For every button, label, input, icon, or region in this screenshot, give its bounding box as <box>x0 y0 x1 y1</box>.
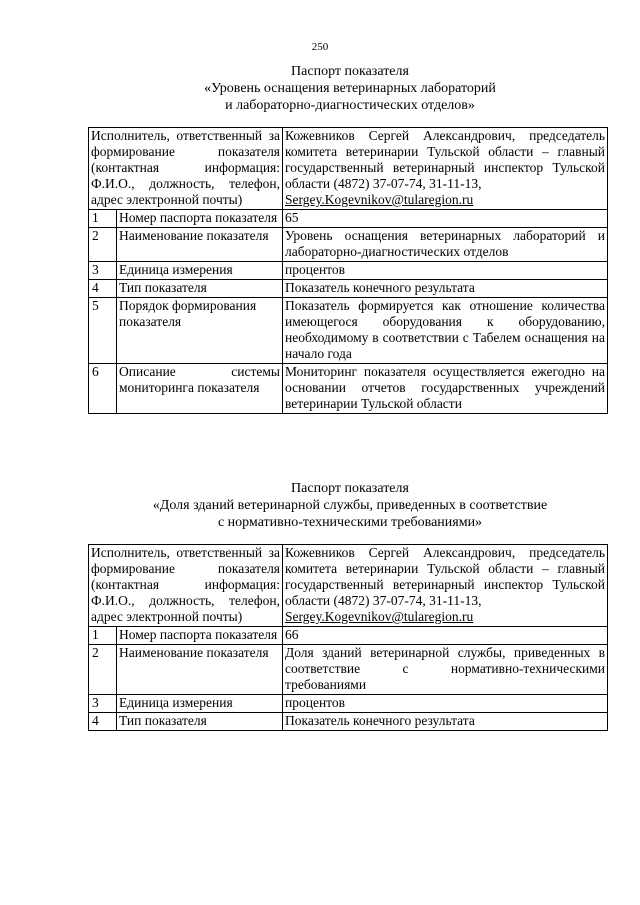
row-value: процентов <box>283 695 608 713</box>
row-value: Уровень оснащения ветеринарных лабораторий и лабораторно-диагностических отделов <box>283 228 608 262</box>
passport-title-line: «Доля зданий ветеринарной службы, приведенных в соответствие <box>152 498 548 513</box>
passport-title-line: Паспорт показателя <box>291 64 409 79</box>
row-number: 2 <box>89 645 117 695</box>
row-label: Номер паспорта показателя <box>117 627 283 645</box>
table-row <box>89 545 608 627</box>
passport-table-2 <box>88 544 608 731</box>
row-number: 6 <box>89 364 117 414</box>
executor-value: Кожевников Сергей Александрович, председатель комитета ветеринарии Тульской области – главный государственный ветеринарный инспектор Тульской области (4872) 37-07-74, 31-11-13, <box>285 128 606 191</box>
row-number: 2 <box>89 228 117 262</box>
row-label: Описание системы мониторинга показателя <box>117 364 283 414</box>
row-number: 1 <box>89 627 117 645</box>
row-value: Показатель конечного результата <box>283 280 608 298</box>
row-label: Единица измерения <box>117 695 283 713</box>
row-number: 4 <box>89 713 117 731</box>
passport-title-line: Паспорт показателя <box>291 481 409 496</box>
row-label: Порядок формирования показателя <box>117 298 283 364</box>
passport-title-line: и лабораторно-диагностических отделов» <box>225 98 475 113</box>
table-row <box>89 210 608 228</box>
table-row <box>89 695 608 713</box>
row-label: Наименование показателя <box>117 645 283 695</box>
executor-cell <box>283 128 608 210</box>
table-row <box>89 280 608 298</box>
row-number: 5 <box>89 298 117 364</box>
row-number: 3 <box>89 262 117 280</box>
table-row <box>89 262 608 280</box>
row-value: 66 <box>283 627 608 645</box>
passport-title-line: с нормативно-техническими требованиями» <box>217 515 483 530</box>
row-number: 1 <box>89 210 117 228</box>
row-label: Номер паспорта показателя <box>117 210 283 228</box>
row-value: Показатель конечного результата <box>283 713 608 731</box>
page-number: 250 <box>311 41 329 53</box>
row-label: Тип показателя <box>117 280 283 298</box>
row-number: 4 <box>89 280 117 298</box>
passport-table-1 <box>88 127 608 414</box>
passport-title-2 <box>60 480 640 531</box>
row-number: 3 <box>89 695 117 713</box>
table-row <box>89 298 608 364</box>
passport-title-line: «Уровень оснащения ветеринарных лабораторий <box>204 81 496 96</box>
table-row <box>89 228 608 262</box>
table-row <box>89 627 608 645</box>
executor-email-link[interactable]: Sergey.Kogevnikov@tularegion.ru <box>285 609 474 624</box>
row-value: процентов <box>283 262 608 280</box>
executor-cell <box>283 545 608 627</box>
executor-email-link[interactable]: Sergey.Kogevnikov@tularegion.ru <box>285 192 474 207</box>
table-row <box>89 713 608 731</box>
row-value: 65 <box>283 210 608 228</box>
passport-title-1 <box>60 63 640 114</box>
row-label: Единица измерения <box>117 262 283 280</box>
row-label: Тип показателя <box>117 713 283 731</box>
row-label: Наименование показателя <box>117 228 283 262</box>
table-row <box>89 645 608 695</box>
executor-value: Кожевников Сергей Александрович, председатель комитета ветеринарии Тульской области – главный государственный ветеринарный инспектор Тульской области (4872) 37-07-74, 31-11-13, <box>285 545 606 608</box>
executor-label: Исполнитель, ответственный за формирование показателя (контактная информация: Ф.И.О., должность, телефон, адрес электронной почты) <box>89 545 283 627</box>
row-value: Мониторинг показателя осуществляется ежегодно на основании отчетов государственных учреждений ветеринарии Тульской области <box>283 364 608 414</box>
executor-label: Исполнитель, ответственный за формирование показателя (контактная информация: Ф.И.О., должность, телефон, адрес электронной почты) <box>89 128 283 210</box>
row-value: Доля зданий ветеринарной службы, приведенных в соответствие с нормативно-техническими требованиями <box>283 645 608 695</box>
table-row <box>89 128 608 210</box>
table-row <box>89 364 608 414</box>
row-value: Показатель формируется как отношение количества имеющегося оборудования к оборудованию, необходимому в соответствии с Табелем оснащения на начало года <box>283 298 608 364</box>
